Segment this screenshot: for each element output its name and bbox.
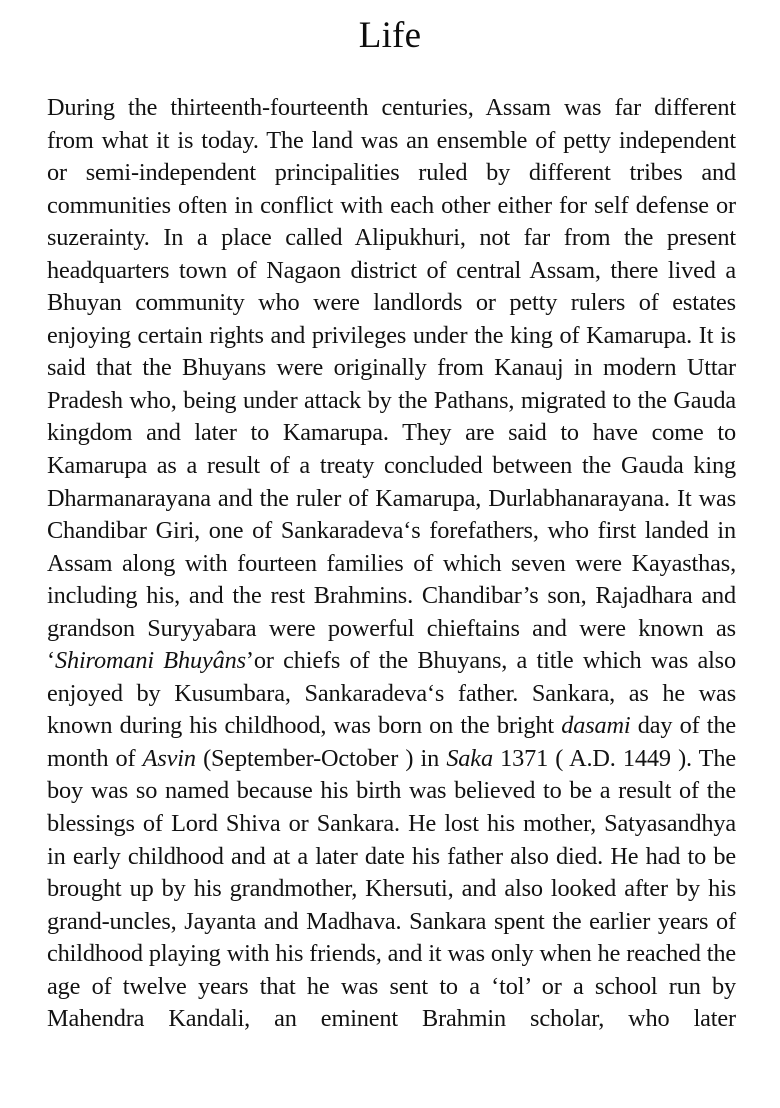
body-text-run: During the thirteenth-fourteenth centuries, Assam was far different from what it is today. The land was an ensemble of petty independent or semi-independent principalities ruled by different tribes and communities often in conflict with each other either for self defense or suzerainty. In a place called Alipukhuri, not far from the present headquarters town of Nagaon district of central Assam, there lived a Bhuyan community who were landlords or petty rulers of estates enjoying certain rights and privileges under the king of Kamarupa. It is said that the Bhuyans were originally from Kanauj in modern Uttar Pradesh who, being under attack by the Pathans, migrated to the Gauda kingdom and later to Kamarupa. They are said to have come to Kamarupa as a result of a treaty concluded between the Gauda king Dharmanarayana and the ruler of Kamarupa, Durlabhanarayana. It was Chandibar Giri, one of Sankaradeva‘s forefathers, who first landed in Assam along with fourteen families of which seven were Kayasthas, including his, and the rest Brahmins. Chandibar’s son, Rajadhara and grandson Suryyabara were powerful chieftains and were known as ‘ (47, 94, 736, 675)
emphasised-term: Shiromani Bhuyâns (54, 647, 246, 675)
emphasised-term: Asvin (142, 744, 196, 772)
page-title: Life (358, 15, 422, 56)
emphasised-term: dasami (561, 712, 631, 740)
body-text-run: day of the month of (47, 712, 736, 772)
body-text-run: ’or chiefs of the Bhuyans, a title which was also enjoyed by Kusumbara, Sankaradeva‘s father. Sankara, as he was known during his childhood, was born on the bright (47, 647, 736, 740)
body-text-run: (September-October ) in (195, 744, 447, 772)
body-text-column (47, 92, 736, 1036)
emphasised-term: Saka (446, 744, 493, 772)
body-paragraph (47, 92, 736, 1036)
body-text-run: 1371 ( A.D. 1449 ). The boy was so named because his birth was believed to be a result of the blessings of Lord Shiva or Sankara. He lost his mother, Satyasandhya in early childhood and at a later date his father also died. He had to be brought up by his grandmother, Khersuti, and also looked after by his grand-uncles, Jayanta and Madhava. Sankara spent the earlier years of childhood playing with his friends, and it was only when he reached the age of twelve years that he was sent to a ‘tol’ or a school run by Mahendra Kandali, an eminent Brahmin scholar, who later (47, 744, 737, 1033)
